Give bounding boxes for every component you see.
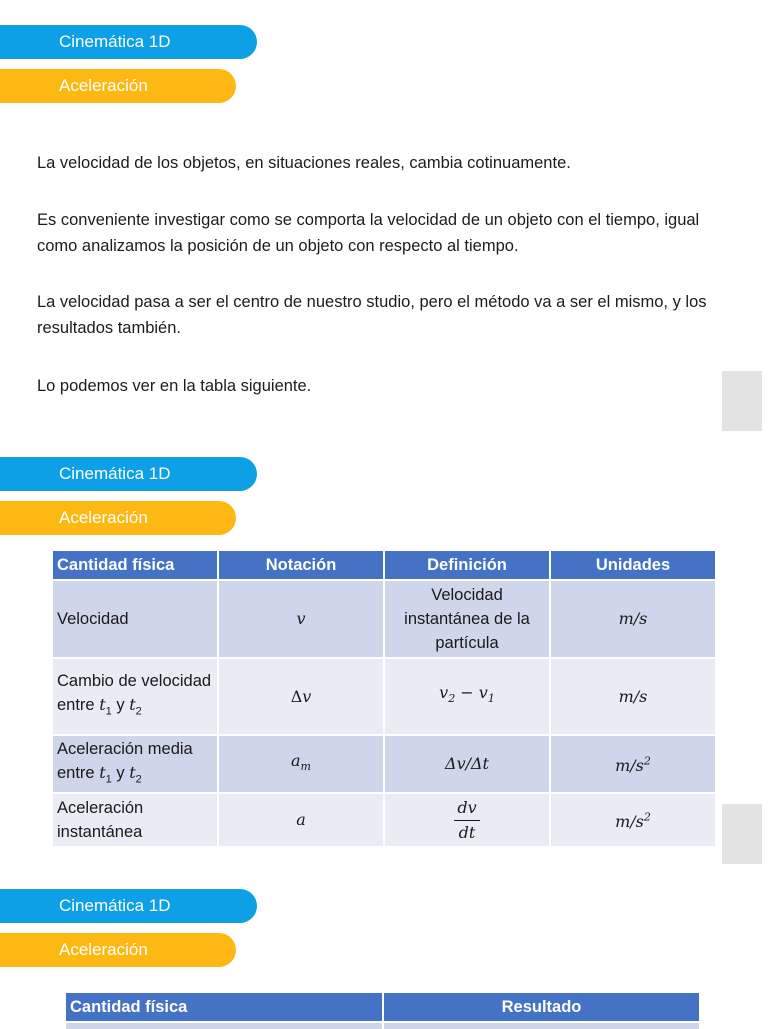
math-units: m/s [618,609,648,628]
definition-cell [384,793,550,846]
column-header: Cantidad física [66,993,383,1022]
paragraph: Lo podemos ver en la tabla siguiente. [37,377,312,395]
topic-pill: Cinemática 1D [0,457,257,491]
math-units: m/s [618,686,648,706]
column-header: Definición [384,551,550,580]
table-header-row [53,551,716,580]
fraction-numerator: dv [454,797,479,821]
notation-cell [218,793,384,846]
quantity-cell [53,658,218,735]
quantity-text: y [111,696,130,715]
math-symbol: t [129,695,136,715]
notation-cell [218,735,384,793]
math-symbol: a [291,751,301,771]
table-row [53,735,716,793]
table-row [66,1022,700,1029]
units-cell [550,735,716,793]
subscript: 1 [105,773,112,786]
math-expression: Δv/Δt [445,754,489,774]
quantity-text: Aceleración media entre [57,740,193,782]
math-symbol: a [296,810,306,830]
table-row [53,580,716,658]
scroll-tab [722,804,762,864]
notation-cell [218,658,384,735]
subscript: 2 [135,705,142,718]
column-header: Cantidad física [53,551,218,580]
subtopic-pill: Aceleración [0,933,236,967]
subscript: m [300,760,311,774]
superscript: 2 [643,754,651,768]
table-row [53,793,716,846]
paragraph: La velocidad de los objetos, en situaciones reales, cambia cotinuamente. [37,154,571,172]
table-cell [383,1022,700,1029]
delta-symbol: Δ [290,686,303,706]
table-cell [66,1022,383,1029]
subscript: 1 [487,692,495,706]
subtopic-pill: Aceleración [0,501,236,535]
subtopic-pill: Aceleración [0,69,236,103]
math-symbol: t [129,763,136,782]
quantity-cell: Velocidad [53,580,218,658]
math-symbol: v [478,683,488,703]
subscript: 2 [135,773,142,786]
definition-cell [384,735,550,793]
quantity-text: y [111,764,130,782]
math-symbol: v [296,609,306,628]
units-cell [550,793,716,846]
column-header: Notación [218,551,384,580]
math-operator: − [455,683,479,703]
math-symbol: t [99,695,106,715]
topic-pill: Cinemática 1D [0,25,257,59]
paragraph: Es conveniente investigar como se comporta la velocidad de un objeto con el tiempo, igual como analizamos la posición de un objeto con respecto al tiempo. [37,211,700,255]
table-header-row [66,993,700,1022]
subscript: 1 [105,705,112,718]
column-header: Resultado [383,993,700,1022]
fraction [454,797,479,844]
physics-table [53,551,717,846]
paragraph: La velocidad pasa a ser el centro de nuestro studio, pero el método va a ser el mismo, y los resultados también. [37,293,707,337]
subscript: 2 [448,692,456,706]
table-row [53,658,716,735]
math-symbol: v [302,686,312,706]
fraction-denominator: dt [458,822,476,842]
definition-cell [384,658,550,735]
definition-cell: Velocidad instantánea de la partícula [384,580,550,658]
math-symbol: v [439,683,449,703]
math-units: m/s [615,756,644,776]
quantity-cell [53,735,218,793]
scroll-tab [722,371,762,431]
notation-cell [218,580,384,658]
topic-pill: Cinemática 1D [0,889,257,923]
math-symbol: t [99,763,106,782]
superscript: 2 [643,811,651,825]
math-units: m/s [615,812,644,832]
units-cell [550,580,716,658]
column-header: Unidades [550,551,716,580]
quantity-text: Cambio de velocidad entre [57,672,212,715]
units-cell [550,658,716,735]
quantity-cell: Aceleración instantánea [53,793,218,846]
